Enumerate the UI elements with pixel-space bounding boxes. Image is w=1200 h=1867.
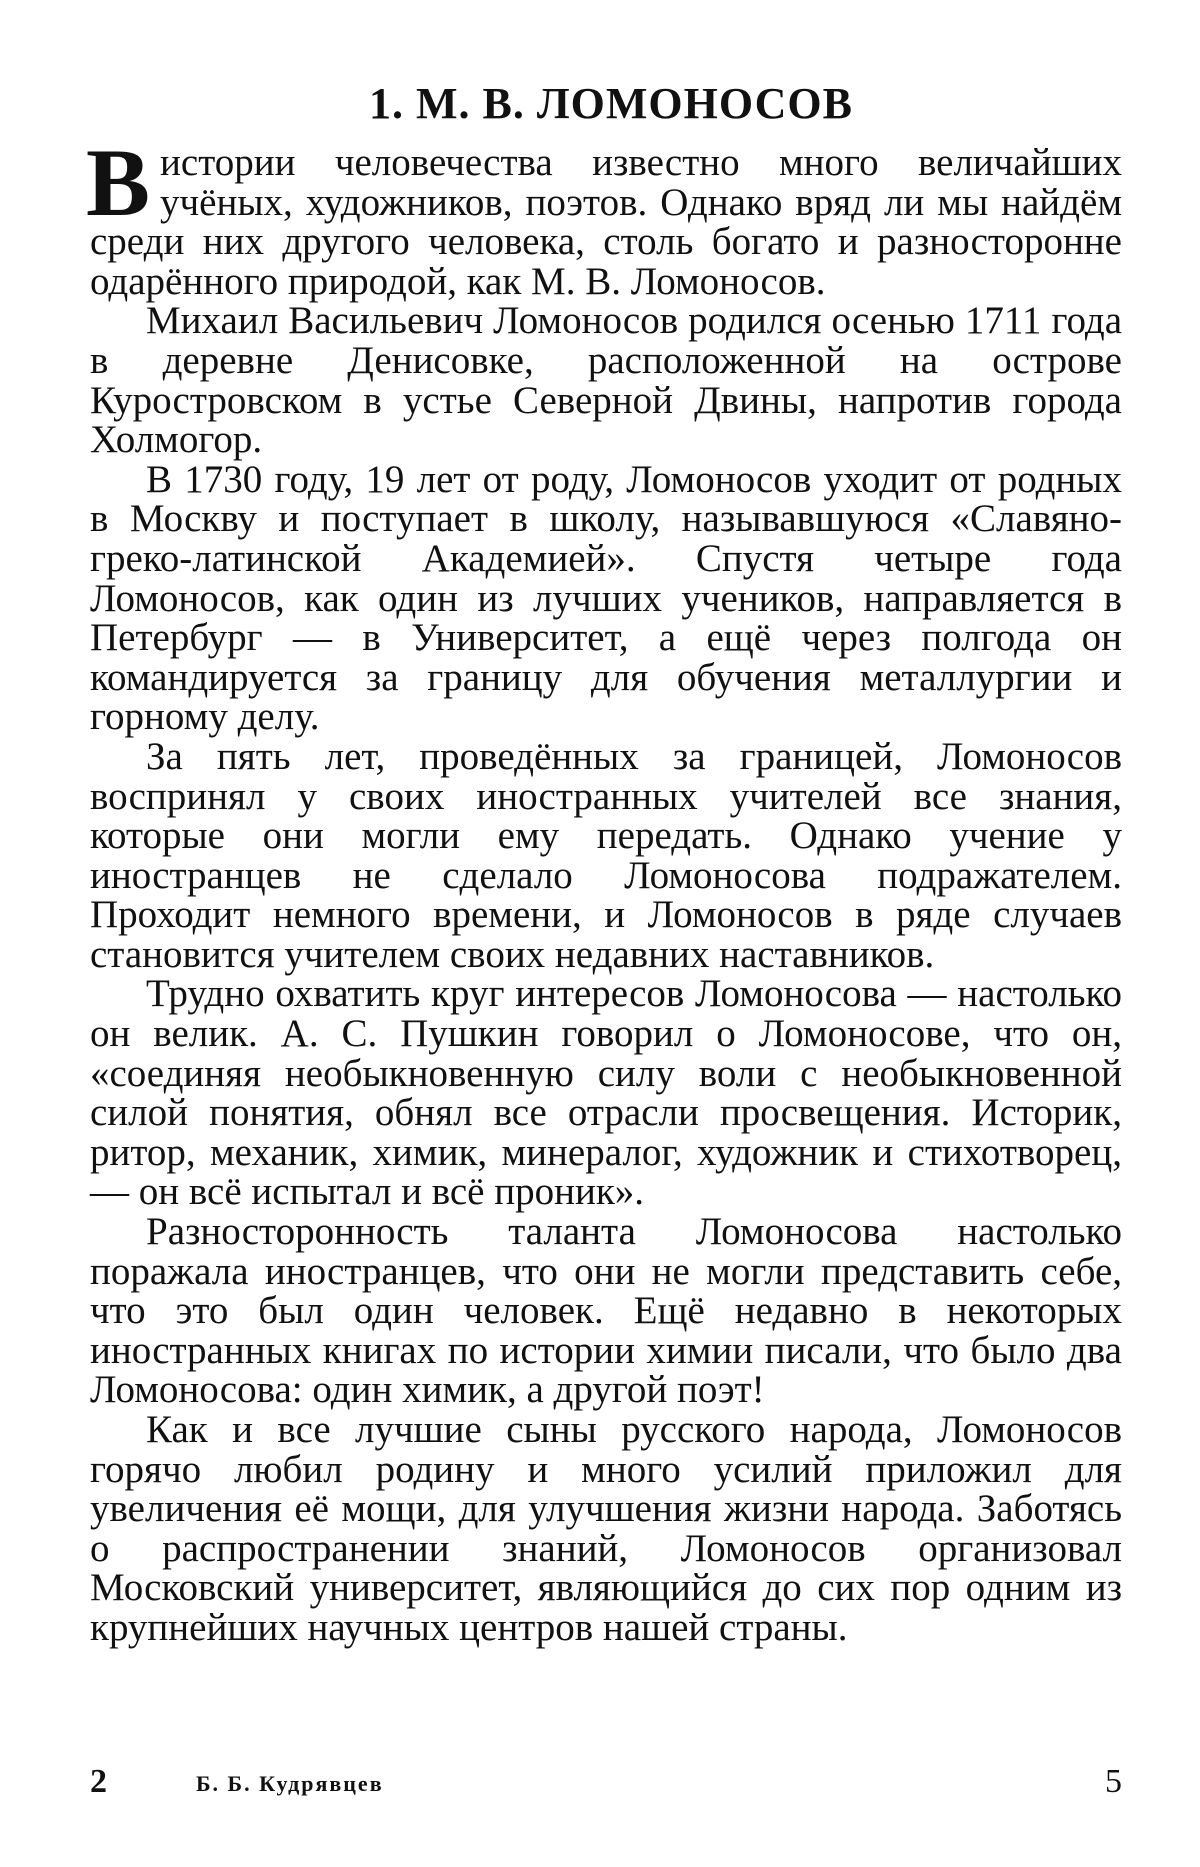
drop-cap: В: [86, 129, 151, 236]
page-footer: [90, 1763, 1122, 1803]
paragraph-2: Михаил Васильевич Ломоносов родился осенью 1711 года в деревне Денисовке, расположенной на острове Куростровском в устье Северной Двины, напротив города Холмогор.: [90, 299, 1122, 462]
paragraph-6: Разносторонность таланта Ломоносова настолько поражала иностранцев, что они не могли представить себе, что это был один человек. Ещё недавно в некоторых иностранных книгах по истории химии писали, что было два Ломоносова: один химик, а другой поэт!: [90, 1210, 1122, 1412]
page: [86, 78, 1122, 1649]
paragraph-4: За пять лет, проведённых за границей, Ломоносов воспринял у своих иностранных учителей все знания, которые они могли ему передать. Однако учение у иностранцев не сделало Ломоносова подражателем. Проходит немного времени, и Ломоносов в ряде случаев становится учителем своих недавних наставников.: [90, 734, 1122, 976]
page-number: 5: [1105, 1763, 1122, 1800]
paragraph-1-text: истории человечества известно много величайших учёных, художников, поэтов. Однако вряд ли мы найдём среди них другого человека, столь богато и разносторонне одарённого природой, как М. В. Ломоносов.: [90, 141, 1122, 303]
paragraph-1: [86, 129, 1122, 303]
signature-author: Б. Б. Кудрявцев: [196, 1771, 384, 1796]
paragraph-3: В 1730 году, 19 лет от роду, Ломоносов уходит от родных в Москву и поступает в школу, называвшуюся «Славяно-греко-латинской Академией». Спустя четыре года Ломоносов, как один из лучших учеников, направляется в Петербург — в Университет, а ещё через полгода он командируется за границу для обучения металлургии и горному делу.: [90, 457, 1122, 739]
chapter-title: 1. М. В. ЛОМОНОСОВ: [369, 79, 853, 128]
paragraph-7: Как и все лучшие сыны русского народа, Ломоносов горячо любил родину и много усилий приложил для увеличения её мощи, для улучшения жизни народа. Заботясь о распространении знаний, Ломоносов организовал Московский университет, являющийся до сих пор одним из крупнейших научных центров нашей страны.: [90, 1408, 1122, 1649]
paragraph-5: Трудно охватить круг интересов Ломоносова — настолько он велик. А. С. Пушкин говорил о Ломоносове, что он, «соединяя необыкновенную силу воли с необыкновенной силой понятия, обнял все отрасли просвещения. Историк, ритор, механик, химик, минералог, художник и стихотворец, — он всё испытал и всё проник».: [90, 972, 1122, 1214]
signature-number: 2: [90, 1763, 107, 1800]
